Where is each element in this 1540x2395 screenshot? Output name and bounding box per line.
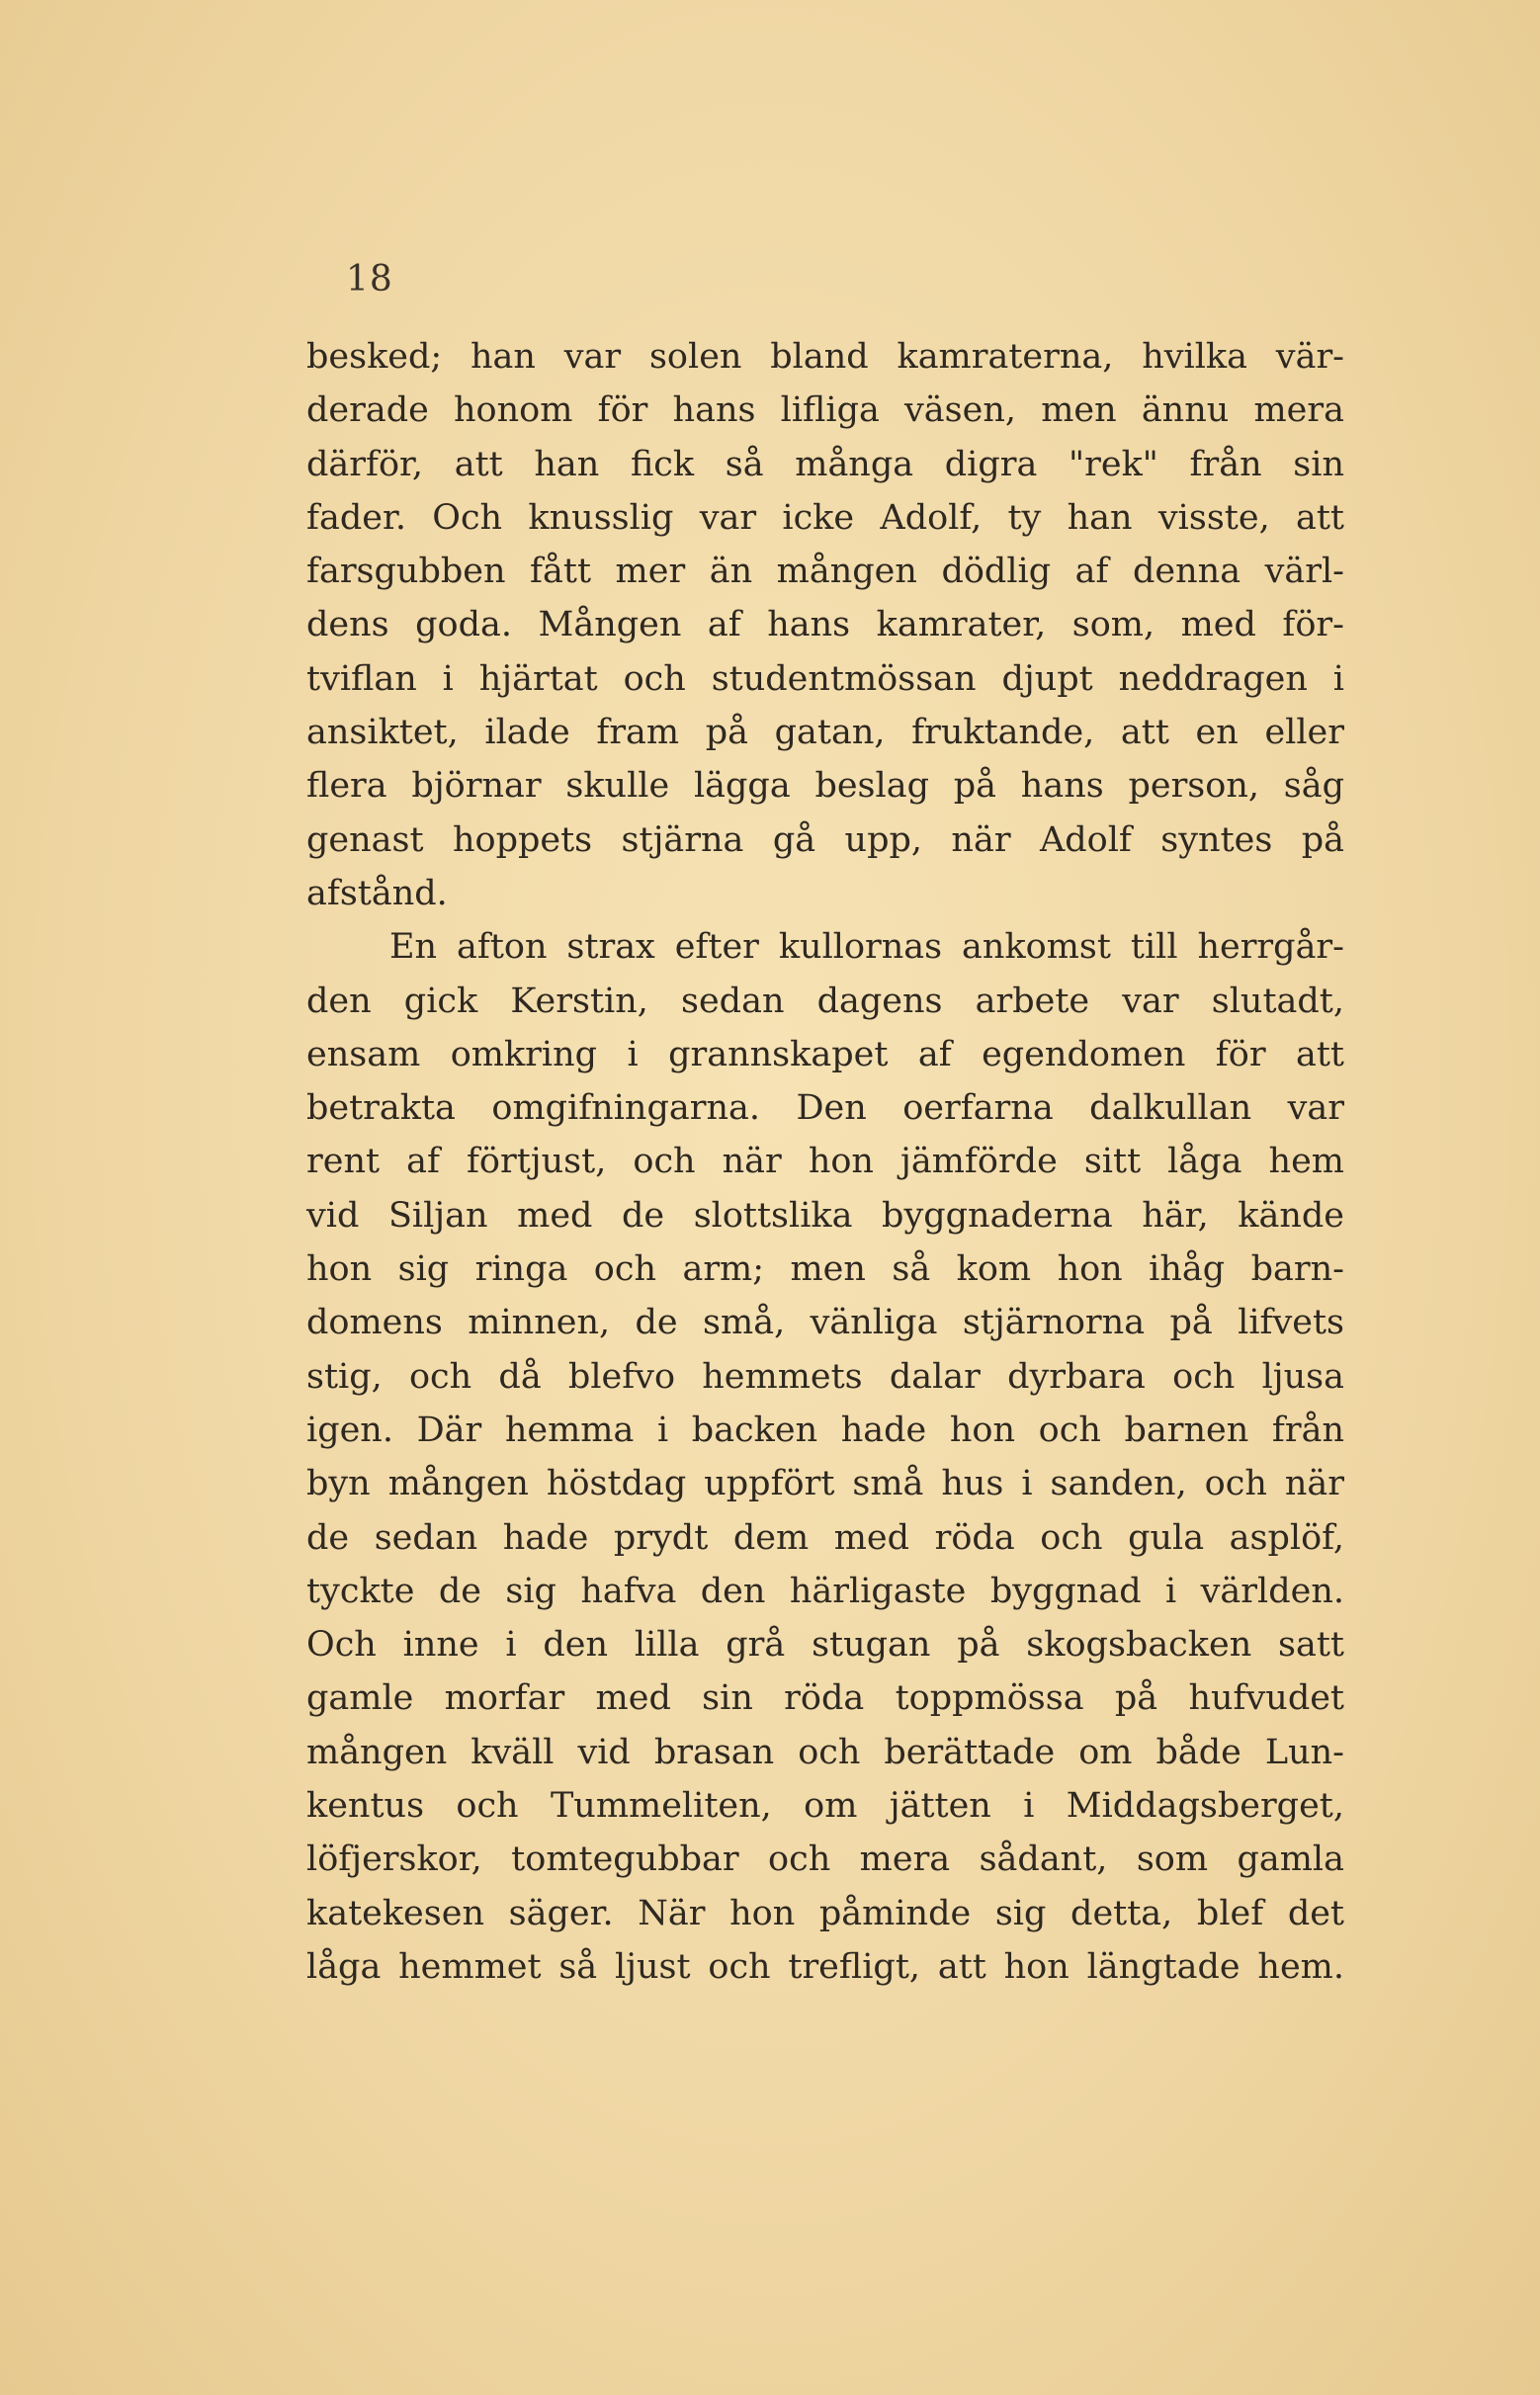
text-line: flera björnar skulle lägga beslag på hans person, såg xyxy=(306,766,1344,807)
text-line: dens goda. Mången af hans kamrater, som, med för- xyxy=(306,605,1344,645)
text-line: den gick Kerstin, sedan dagens arbete var slutadt, xyxy=(306,981,1344,1021)
text-line: de sedan hade prydt dem med röda och gula asplöf, xyxy=(306,1517,1344,1558)
text-line: hon sig ringa och arm; men så kom hon ihåg barn- xyxy=(306,1249,1344,1290)
text-line: katekesen säger. När hon påminde sig detta, blef det xyxy=(306,1893,1344,1933)
text-line: ensam omkring i grannskapet af egendomen för att xyxy=(306,1034,1344,1074)
text-line: rent af förtjust, och när hon jämförde sitt låga hem xyxy=(306,1142,1344,1182)
text-line: domens minnen, de små, vänliga stjärnorna på lifvets xyxy=(306,1303,1344,1343)
text-line: gamle morfar med sin röda toppmössa på hufvudet xyxy=(306,1678,1344,1719)
text-line: igen. Där hemma i backen hade hon och barnen från xyxy=(306,1410,1344,1450)
text-line: ansiktet, ilade fram på gatan, fruktande, att en eller xyxy=(306,713,1344,753)
text-line: betrakta omgifningarna. Den oerfarna dalkullan var xyxy=(306,1088,1344,1129)
body-text xyxy=(306,330,1344,1994)
text-line: besked; han var solen bland kamraterna, hvilka vär- xyxy=(306,337,1344,377)
text-line: derade honom för hans lifliga väsen, men ännu mera xyxy=(306,390,1344,431)
text-line: därför, att han fick så många digra "rek" från sin xyxy=(306,444,1344,484)
text-line: byn mången höstdag uppfört små hus i sanden, och när xyxy=(306,1464,1344,1504)
text-line: kentus och Tummeliten, om jätten i Middagsberget, xyxy=(306,1786,1344,1827)
text-line: låga hemmet så ljust och trefligt, att hon längtade hem. xyxy=(306,1946,1344,1987)
text-line: farsgubben fått mer än mången dödlig af denna värl- xyxy=(306,552,1344,592)
text-line: mången kväll vid brasan och berättade om både Lun- xyxy=(306,1732,1344,1772)
text-line: löfjerskor, tomtegubbar och mera sådant, som gamla xyxy=(306,1839,1344,1880)
text-line: vid Siljan med de slottslika byggnaderna här, kände xyxy=(306,1195,1344,1236)
text-line: fader. Och knusslig var icke Adolf, ty han visste, att xyxy=(306,497,1344,538)
text-line: tviflan i hjärtat och studentmössan djupt neddragen i xyxy=(306,658,1344,699)
page-number: 18 xyxy=(346,259,393,299)
text-line: stig, och då blefvo hemmets dalar dyrbara och ljusa xyxy=(306,1356,1344,1397)
text-line: afstånd. xyxy=(306,873,448,913)
text-line: Och inne i den lilla grå stugan på skogsbacken satt xyxy=(306,1625,1344,1666)
text-line: tyckte de sig hafva den härligaste byggnad i världen. xyxy=(306,1571,1344,1611)
text-line: genast hoppets stjärna gå upp, när Adolf syntes på xyxy=(306,819,1344,860)
text-line: En afton strax efter kullornas ankomst till herrgår- xyxy=(389,927,1344,968)
